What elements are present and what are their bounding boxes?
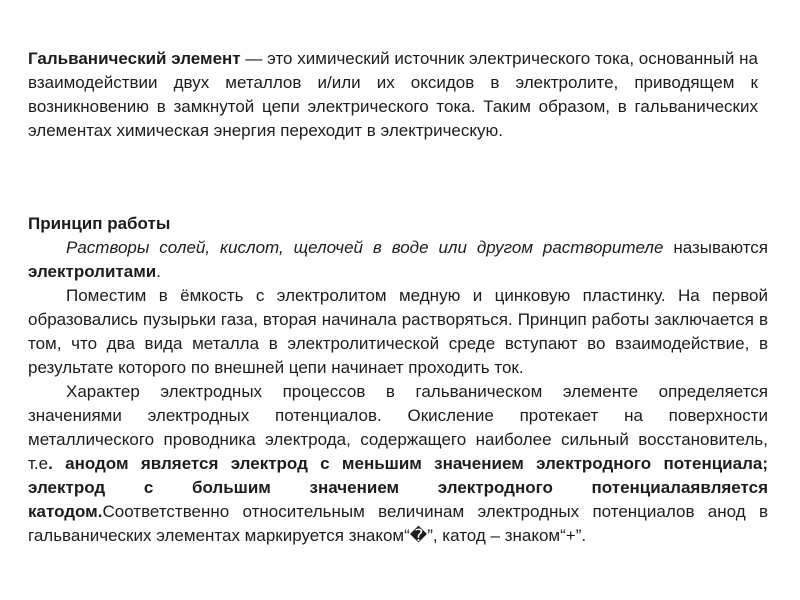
intro-paragraph — [28, 47, 758, 143]
principle-section — [28, 212, 768, 548]
paragraph-electrode-processes — [28, 380, 768, 548]
electrode-sign-text: Соответственно относительным величинам электродных потенциалов анод в гальванических элементах маркируется знаком“�”, катод – знаком“+”. — [28, 502, 768, 545]
section-title: Принцип работы — [28, 214, 171, 233]
paragraph-experiment: Поместим в ёмкость с электролитом медную и цинковую пластинку. На первой образовались пузырьки газа, вторая начинала растворяться. Принцип работы заключается в том, что два вида металла в электролитической среде вступают во взаимодействие, в результате которого по внешней цепи начинает проходить ток. — [28, 286, 768, 377]
intro-term: Гальванический элемент — [28, 49, 241, 68]
electrolytes-term: электролитами — [28, 262, 157, 281]
intro-definition: — это химический источник электрического тока, основанный на взаимодействии двух металлов и/или их оксидов в электролите, приводящем к возникновению в замкнутой цепи электрического тока. Таким образом, в гальванических элементах химическая энергия переходит в электрическую. — [28, 49, 758, 140]
electrolytes-end: . — [156, 262, 161, 281]
electrolytes-connector: называются — [663, 238, 768, 257]
paragraph-electrolytes — [28, 236, 768, 284]
electrode-processes-text: Характер электродных процессов в гальваническом элементе определяется значениями электродных потенциалов. Окисление протекает на поверхности металлического проводника электрода, содержащего наиболее сильный восстановитель, т.е — [28, 382, 768, 473]
anode-cathode-rule: . анодом является электрод с меньшим значением электродного потенциала; электрод с большим значением электродного потенциалаявляется катодом. — [28, 454, 768, 521]
electrolytes-definition: Растворы солей, кислот, щелочей в воде или другом растворителе — [66, 238, 664, 257]
